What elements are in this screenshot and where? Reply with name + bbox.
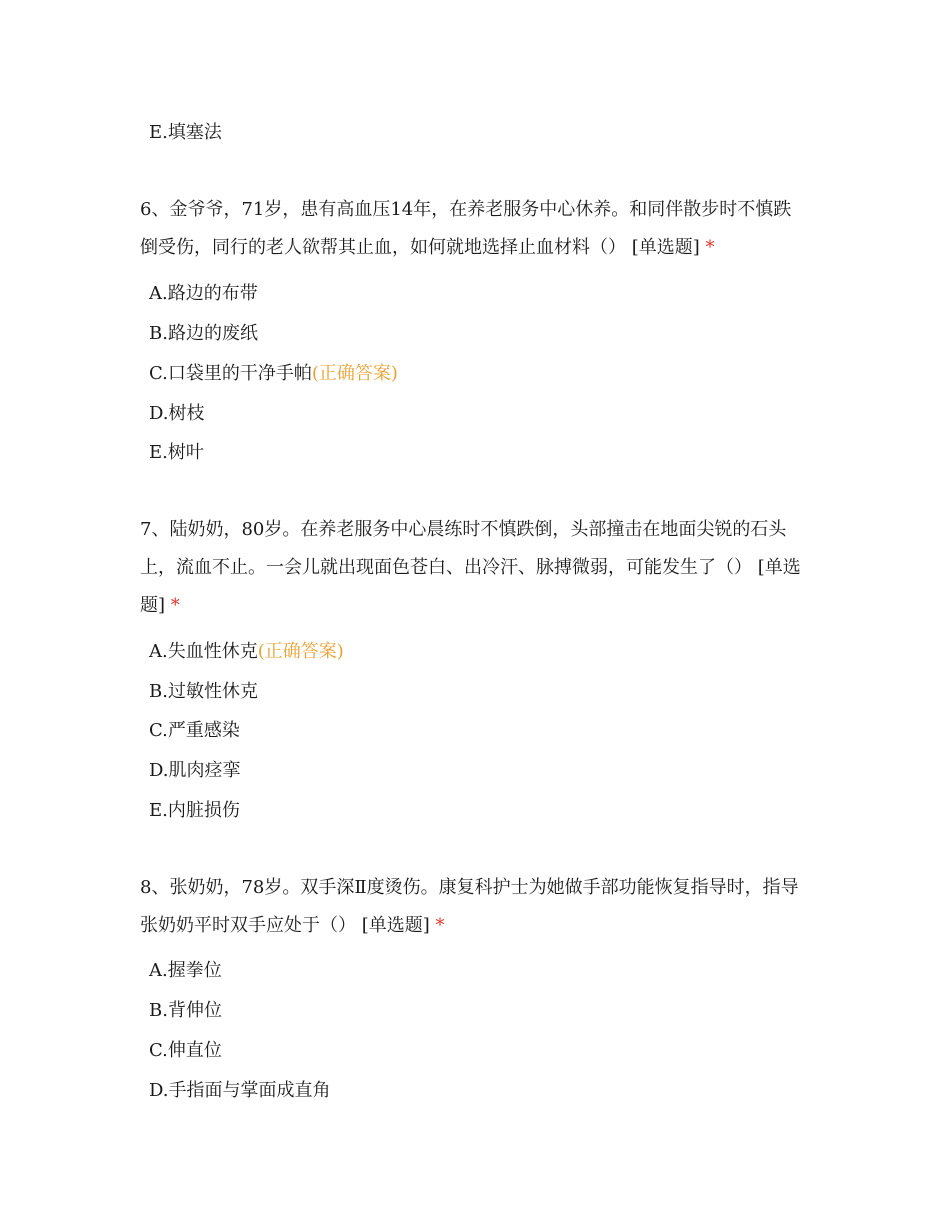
required-mark: * [705,237,715,258]
question-7-title [140,511,808,625]
q6-option-c[interactable] [149,362,398,386]
q7-option-b[interactable]: B.过敏性休克 [149,681,258,702]
q6-option-a[interactable]: A.路边的布带 [149,283,258,304]
q8-option-a[interactable]: A.握拳位 [149,960,222,981]
option-text: C.口袋里的干净手帕 [149,363,312,384]
question-type: [单选题] [361,915,430,936]
option-e-prev[interactable]: E.填塞法 [149,122,222,143]
question-6-title [140,191,808,267]
q6-option-d[interactable]: D.树枝 [149,403,205,424]
q8-option-d[interactable]: D.手指面与掌面成直角 [149,1080,331,1101]
question-8-title [140,869,808,945]
correct-answer-label: (正确答案) [257,641,344,662]
required-mark: * [435,915,445,936]
question-type: [单选题] [631,237,700,258]
question-type: [单选题] [140,557,801,616]
q7-option-d[interactable]: D.肌肉痉挛 [149,760,241,781]
q6-option-e[interactable]: E.树叶 [149,442,204,463]
question-text: 6、金爷爷，71岁，患有高血压14年，在养老服务中心休养。和同伴散步时不慎跌倒受伤，同行的老人欲帮其止血，如何就地选择止血材料（） [140,199,792,258]
q8-option-c[interactable]: C.伸直位 [149,1040,222,1061]
q8-option-b[interactable]: B.背伸位 [149,1000,222,1021]
required-mark: * [170,595,180,616]
question-text: 7、陆奶奶，80岁。在养老服务中心晨练时不慎跌倒，头部撞击在地面尖锐的石头上，流血不止。一会儿就出现面色苍白、出冷汗、脉搏微弱，可能发生了（） [140,519,787,578]
q7-option-c[interactable]: C.严重感染 [149,720,240,741]
q7-option-e[interactable]: E.内脏损伤 [149,800,240,821]
correct-answer-label: (正确答案) [311,363,398,384]
q6-option-b[interactable]: B.路边的废纸 [149,323,258,344]
question-text: 8、张奶奶，78岁。双手深Ⅱ度烫伤。康复科护士为她做手部功能恢复指导时，指导张奶奶平时双手应处于（） [140,877,799,936]
q7-option-a[interactable] [149,640,344,664]
option-text: A.失血性休克 [149,641,258,662]
